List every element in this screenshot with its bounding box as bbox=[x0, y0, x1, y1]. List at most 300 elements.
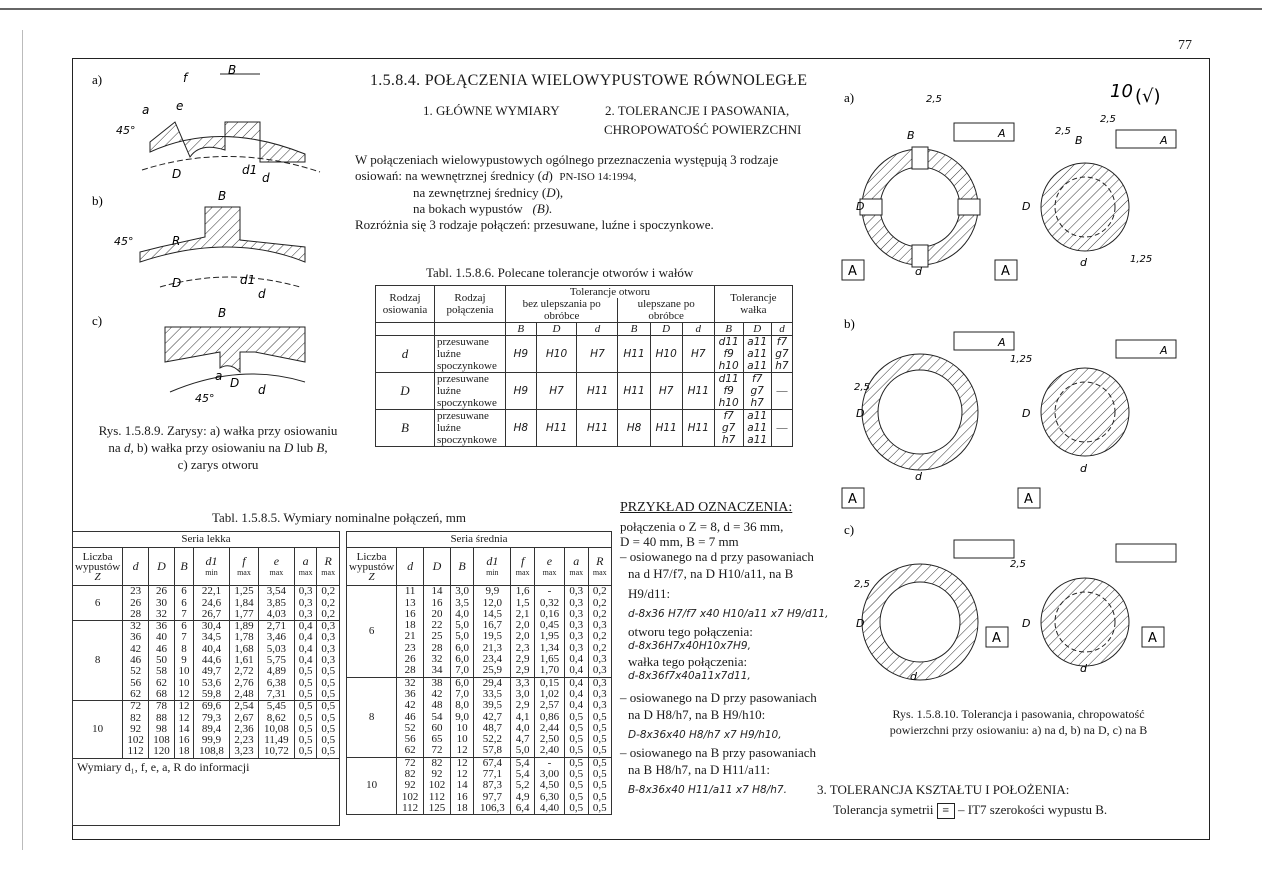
table-cell: 12 bbox=[174, 713, 193, 724]
table-cell: 2,9 bbox=[511, 654, 534, 665]
t5-h bbox=[511, 548, 534, 586]
z-value: 10 bbox=[347, 757, 397, 814]
example-line: na d H7/f7, na D H10/a11, na B H9/d11: bbox=[628, 566, 794, 601]
t6-col: d bbox=[682, 323, 714, 336]
datum-ref: A bbox=[1160, 344, 1168, 357]
table-cell: 2,67 bbox=[229, 713, 258, 724]
table-cell: 0,5 bbox=[317, 678, 340, 689]
table-cell: 14 bbox=[174, 724, 193, 735]
table-cell: 4,0 bbox=[450, 609, 473, 620]
table5-light-series bbox=[72, 531, 340, 826]
table-cell: 29,4 bbox=[474, 677, 511, 689]
view-c-hole bbox=[862, 564, 978, 680]
table-cell: 87,3 bbox=[474, 780, 511, 791]
dim-D: D bbox=[1022, 407, 1031, 420]
example-block bbox=[620, 500, 830, 800]
caption-frag: b) wałka przy osiowaniu na bbox=[133, 440, 281, 455]
table-cell: 26 bbox=[397, 654, 424, 665]
table-cell: 0,5 bbox=[588, 757, 611, 769]
z-value: 6 bbox=[347, 586, 397, 677]
table-cell: 12 bbox=[174, 689, 193, 701]
t6-tol: H11 bbox=[682, 410, 714, 447]
table-cell: 36 bbox=[397, 689, 424, 700]
t5-seria-srednia: Seria średnia bbox=[347, 532, 612, 548]
table-cell: 0,5 bbox=[588, 745, 611, 757]
table-cell: 0,3 bbox=[294, 598, 317, 609]
t6-h-otwor: Tolerancje otworu bbox=[506, 286, 715, 299]
caption-frag: na bbox=[108, 440, 121, 455]
table-cell: 112 bbox=[424, 792, 451, 803]
table-cell: 2,76 bbox=[229, 678, 258, 689]
t6-h-polaczenia: Rodzaj połączenia bbox=[435, 286, 506, 323]
table-cell: 0,2 bbox=[588, 643, 611, 654]
t6-tol: H8 bbox=[618, 410, 650, 447]
t6-tol: d11 bbox=[718, 373, 739, 385]
table-cell: 56 bbox=[123, 678, 149, 689]
table-cell: 6,38 bbox=[259, 678, 295, 689]
table-cell: 32 bbox=[149, 609, 175, 621]
caption-line bbox=[88, 439, 348, 456]
dim-a: a bbox=[215, 369, 223, 383]
t6-osiowanie: B bbox=[376, 410, 435, 447]
t6-polaczenia bbox=[435, 336, 506, 373]
right-figure-caption bbox=[846, 706, 1191, 738]
example-code: D-8x36x40 H8/h7 x7 H9/h10, bbox=[628, 729, 782, 741]
dim-d: d bbox=[910, 670, 917, 683]
table-cell: 5,0 bbox=[450, 631, 473, 642]
t6-h-osiowanie: Rodzaj osiowania bbox=[376, 286, 435, 323]
t5-h-liczba bbox=[73, 548, 123, 586]
table-cell: 108,8 bbox=[194, 746, 230, 758]
table-cell: 0,4 bbox=[294, 644, 317, 655]
example-code: d-8x36 H7/f7 x40 H10/a11 x7 H9/d11, bbox=[628, 608, 829, 620]
t6-tol: H11 bbox=[650, 410, 682, 447]
view-b-hole bbox=[862, 354, 978, 470]
table-cell: 7 bbox=[174, 609, 193, 621]
table-row bbox=[73, 701, 340, 713]
dim-B: B bbox=[907, 129, 915, 142]
t6-tol: g7 bbox=[721, 422, 736, 434]
table-cell: 2,40 bbox=[534, 745, 564, 757]
table-cell: 32 bbox=[424, 654, 451, 665]
table-cell: 72 bbox=[424, 745, 451, 757]
table-cell: 8,0 bbox=[450, 700, 473, 711]
view-b-shaft bbox=[1041, 368, 1129, 456]
t6-tol: H7 bbox=[682, 336, 714, 373]
t5-footnote: Wymiary d₁, f, e, a, R do informacji bbox=[73, 758, 340, 825]
table-cell: 4,9 bbox=[511, 792, 534, 803]
t5-h bbox=[474, 548, 511, 586]
t6-tol: a11 bbox=[747, 348, 768, 360]
table-cell: 6 bbox=[174, 621, 193, 633]
t5-h-s: max bbox=[269, 567, 284, 577]
t5-h: B bbox=[450, 548, 473, 586]
table-cell: 18 bbox=[397, 620, 424, 631]
table-cell: 0,5 bbox=[317, 724, 340, 735]
t6-tol: H7 bbox=[577, 336, 618, 373]
example-line: otworu tego połączenia: bbox=[628, 624, 753, 639]
intro-var-d: d bbox=[542, 168, 549, 183]
table5-medium-series bbox=[346, 531, 612, 815]
table-cell: 0,5 bbox=[588, 769, 611, 780]
dim-d: d bbox=[1080, 256, 1087, 269]
table-cell: 2,48 bbox=[229, 689, 258, 701]
table-cell: 12,0 bbox=[474, 598, 511, 609]
dim-f: f bbox=[183, 71, 188, 85]
table-cell: 68 bbox=[149, 689, 175, 701]
dim-D: D bbox=[856, 617, 865, 630]
t6-tol: a11 bbox=[747, 434, 768, 446]
tolerance-frame bbox=[954, 540, 1014, 558]
table-cell: 78 bbox=[149, 701, 175, 713]
datum-label: A bbox=[1001, 264, 1010, 279]
table-cell: 8,62 bbox=[259, 713, 295, 724]
table-cell: 69,6 bbox=[194, 701, 230, 713]
t6-p: luźne bbox=[437, 422, 461, 434]
table-cell: 23 bbox=[123, 586, 149, 598]
label-c: c) bbox=[844, 522, 855, 537]
dim-d: d bbox=[262, 171, 270, 185]
t6-tol: H8 bbox=[506, 410, 537, 447]
table-cell: 30,4 bbox=[194, 621, 230, 633]
t5-h-t: a bbox=[302, 553, 309, 568]
datum-ref: A bbox=[998, 336, 1006, 349]
datum-ref: A bbox=[998, 127, 1006, 140]
intro-line-1: W połączeniach wielowypustowych ogólnego przeznaczenia występują 3 rodzaje bbox=[355, 152, 779, 167]
table-cell: 125 bbox=[424, 803, 451, 815]
dim-D: D bbox=[1022, 617, 1031, 630]
table-cell: 97,7 bbox=[474, 792, 511, 803]
table-cell: 21 bbox=[397, 631, 424, 642]
t6-tol: f7 bbox=[723, 410, 734, 422]
table-cell: 0,3 bbox=[317, 644, 340, 655]
t5-h-s: min bbox=[205, 567, 218, 577]
table-cell: 0,4 bbox=[565, 654, 588, 665]
table-cell: 0,5 bbox=[294, 746, 317, 758]
table-cell: 16 bbox=[450, 792, 473, 803]
t6-dash: — bbox=[771, 410, 792, 447]
t5-h-z: Z bbox=[368, 570, 375, 583]
table-cell: 89,4 bbox=[194, 724, 230, 735]
table-cell: 4,7 bbox=[511, 734, 534, 745]
table-row bbox=[347, 586, 612, 598]
table-cell: 7,31 bbox=[259, 689, 295, 701]
roughness-symbol-top-b: (√) bbox=[1135, 86, 1161, 107]
t6-tol: a11 bbox=[747, 360, 768, 372]
table-cell: 16 bbox=[174, 735, 193, 746]
example-line: wałka tego połączenia: bbox=[628, 654, 748, 669]
tolerance-frame bbox=[1116, 544, 1176, 562]
example-line: – osiowanego na B przy pasowaniach bbox=[620, 745, 817, 760]
table-cell: 0,3 bbox=[294, 609, 317, 621]
table-cell: 0,4 bbox=[565, 665, 588, 677]
table-cell: 20 bbox=[424, 609, 451, 620]
t6-p: spoczynkowe bbox=[437, 360, 497, 372]
page-left-rule bbox=[22, 30, 23, 850]
table-cell: 3,46 bbox=[259, 632, 295, 643]
caption-var: d, bbox=[123, 440, 134, 455]
intro-text-frag: na bokach wypustów bbox=[413, 201, 523, 216]
dim-B: B bbox=[228, 63, 237, 77]
table-cell: 0,3 bbox=[565, 620, 588, 631]
table-cell: 2,9 bbox=[511, 700, 534, 711]
t5-h-t: R bbox=[324, 553, 332, 568]
t6-p: przesuwane bbox=[437, 336, 489, 348]
table-cell: 0,2 bbox=[317, 609, 340, 621]
table-cell: 2,9 bbox=[511, 665, 534, 677]
dim-R: R bbox=[172, 234, 181, 248]
t6-tol: f9 bbox=[723, 348, 734, 360]
table-cell: 0,15 bbox=[534, 677, 564, 689]
table-cell: 16,7 bbox=[474, 620, 511, 631]
table-cell: 0,3 bbox=[588, 689, 611, 700]
table-cell: 52 bbox=[397, 723, 424, 734]
t6-col: B bbox=[618, 323, 650, 336]
table-cell: 62 bbox=[149, 678, 175, 689]
table-cell: 98 bbox=[149, 724, 175, 735]
table-cell: 2,1 bbox=[511, 609, 534, 620]
table-cell: 16 bbox=[424, 598, 451, 609]
t5-h: d bbox=[397, 548, 424, 586]
t6-tol-stack bbox=[771, 336, 792, 373]
dim-a: a bbox=[142, 103, 150, 117]
table-cell: 0,3 bbox=[317, 621, 340, 633]
table-cell: 4,89 bbox=[259, 666, 295, 677]
table-cell: 7,0 bbox=[450, 689, 473, 700]
subheading-roughness: CHROPOWATOŚĆ POWIERZCHNI bbox=[604, 122, 802, 137]
table-cell: 88 bbox=[149, 713, 175, 724]
left-figure-caption bbox=[88, 422, 348, 473]
example-line: na D H8/h7, na B H9/h10: bbox=[628, 707, 766, 722]
t6-polaczenia bbox=[435, 410, 506, 447]
table-cell: 52 bbox=[123, 666, 149, 677]
t6-tol: h7 bbox=[775, 360, 789, 372]
table-cell: 46 bbox=[397, 712, 424, 723]
table-cell: 9 bbox=[174, 655, 193, 666]
table-cell: 0,5 bbox=[317, 666, 340, 677]
dim-d: d bbox=[915, 470, 922, 483]
t6-tol: a11 bbox=[747, 422, 768, 434]
table-cell: 102 bbox=[123, 735, 149, 746]
table-cell: 9,0 bbox=[450, 712, 473, 723]
table6-title: Tabl. 1.5.8.6. Polecane tolerancje otworów i wałów bbox=[426, 265, 694, 280]
table-cell: 1,84 bbox=[229, 598, 258, 609]
subheading-main-dimensions: 1. GŁÓWNE WYMIARY bbox=[423, 103, 560, 118]
table-cell: 0,5 bbox=[294, 678, 317, 689]
table-cell: 0,2 bbox=[588, 631, 611, 642]
dim-D: D bbox=[856, 200, 865, 213]
table-cell: 99,9 bbox=[194, 735, 230, 746]
t5-seria-lekka: Seria lekka bbox=[73, 532, 340, 548]
dim-D: D bbox=[172, 276, 182, 290]
table-cell: 4,50 bbox=[534, 780, 564, 791]
table-cell: 28 bbox=[397, 665, 424, 677]
table-cell: 79,3 bbox=[194, 713, 230, 724]
table-cell: 0,3 bbox=[317, 655, 340, 666]
caption-var: B, bbox=[316, 440, 328, 455]
caption-line: Rys. 1.5.8.10. Tolerancja i pasowania, chropowatość bbox=[892, 707, 1145, 721]
table-cell: 0,5 bbox=[565, 792, 588, 803]
roughness: 2,5 bbox=[1010, 559, 1026, 570]
table-cell: 9,9 bbox=[474, 586, 511, 598]
table-cell: 0,3 bbox=[588, 665, 611, 677]
view-c-shaft bbox=[1041, 578, 1129, 666]
view-a-hole bbox=[860, 147, 980, 267]
dim-B: B bbox=[218, 306, 227, 320]
table-cell: 6,0 bbox=[450, 677, 473, 689]
table-cell: 1,25 bbox=[229, 586, 258, 598]
table-cell: 0,5 bbox=[294, 735, 317, 746]
caption-line: Rys. 1.5.8.9. Zarysy: a) wałka przy osiowaniu bbox=[98, 423, 338, 438]
dim-d: d bbox=[1080, 662, 1087, 675]
table-cell: 4,0 bbox=[511, 723, 534, 734]
table-cell: 34 bbox=[424, 665, 451, 677]
table-cell: 40 bbox=[149, 632, 175, 643]
t6-tol: H7 bbox=[650, 373, 682, 410]
profile-c-hole bbox=[165, 327, 305, 372]
t6-h-bez: bez ulepszania po obróbce bbox=[506, 298, 618, 323]
table-cell: 8 bbox=[174, 644, 193, 655]
table-cell: 0,5 bbox=[565, 803, 588, 815]
table-cell: 0,2 bbox=[317, 586, 340, 598]
table-cell: 67,4 bbox=[474, 757, 511, 769]
table-cell: - bbox=[534, 757, 564, 769]
example-code: d-8x36H7x40H10x7H9, bbox=[628, 640, 751, 652]
t6-tol: a11 bbox=[747, 410, 768, 422]
view-a-shaft bbox=[1041, 163, 1129, 251]
datum-ref: A bbox=[1160, 134, 1168, 147]
t6-p: luźne bbox=[437, 348, 461, 360]
dim-D: D bbox=[230, 376, 240, 390]
intro-text-frag: ) bbox=[548, 168, 553, 183]
t5-h-t: f bbox=[520, 553, 525, 568]
table-cell: 59,8 bbox=[194, 689, 230, 701]
roughness: 2,5 bbox=[1100, 114, 1116, 125]
table-cell: 0,3 bbox=[588, 677, 611, 689]
table-cell: 72 bbox=[397, 757, 424, 769]
table-cell: 2,23 bbox=[229, 735, 258, 746]
table-cell: 82 bbox=[123, 713, 149, 724]
dim-B: B bbox=[218, 189, 227, 203]
table-cell: 7 bbox=[174, 632, 193, 643]
table-cell: 13 bbox=[397, 598, 424, 609]
table-cell: 1,65 bbox=[534, 654, 564, 665]
t6-col: D bbox=[536, 323, 577, 336]
table-cell: 0,3 bbox=[588, 654, 611, 665]
example-line: – osiowanego na d przy pasowaniach bbox=[620, 549, 814, 564]
t5-h-t: R bbox=[596, 553, 604, 568]
table-cell: 1,95 bbox=[534, 631, 564, 642]
t6-tol-stack bbox=[743, 410, 771, 447]
table-cell: 42,7 bbox=[474, 712, 511, 723]
table-cell: 5,0 bbox=[450, 620, 473, 631]
table-cell: 19,5 bbox=[474, 631, 511, 642]
example-line: – osiowanego na D przy pasowaniach bbox=[620, 690, 817, 705]
table-cell: 3,54 bbox=[259, 586, 295, 598]
intro-line-2 bbox=[355, 168, 778, 185]
dim-D: D bbox=[1022, 200, 1031, 213]
t6-tol-stack bbox=[743, 336, 771, 373]
table-cell: 28 bbox=[123, 609, 149, 621]
t6-tol: h7 bbox=[722, 434, 736, 446]
table-cell: 0,5 bbox=[588, 803, 611, 815]
table-cell: 3,0 bbox=[511, 689, 534, 700]
t5-h-t: f bbox=[242, 553, 246, 568]
table-row bbox=[73, 586, 340, 598]
table-cell: 0,3 bbox=[588, 700, 611, 711]
table-cell: 2,72 bbox=[229, 666, 258, 677]
table-cell: 62 bbox=[123, 689, 149, 701]
table-cell: 0,86 bbox=[534, 712, 564, 723]
t5-h-t: a bbox=[573, 553, 580, 568]
table-cell: 0,32 bbox=[534, 598, 564, 609]
example-line: na B H8/h7, na D H11/a11: bbox=[628, 762, 771, 777]
t6-tol: f7 bbox=[752, 373, 763, 385]
table-cell: 0,5 bbox=[565, 780, 588, 791]
table-cell: 3,23 bbox=[229, 746, 258, 758]
table-cell: 0,5 bbox=[565, 712, 588, 723]
table-cell: 2,36 bbox=[229, 724, 258, 735]
table-cell: 0,5 bbox=[565, 734, 588, 745]
table-cell: 3,3 bbox=[511, 677, 534, 689]
t5-h-s: max bbox=[542, 567, 557, 577]
table-cell: 1,68 bbox=[229, 644, 258, 655]
dim-d: d bbox=[258, 287, 266, 301]
table-cell: 0,5 bbox=[588, 734, 611, 745]
t6-col: B bbox=[506, 323, 537, 336]
t6-p: przesuwane bbox=[437, 410, 489, 422]
example-line: D = 40 mm, B = 7 mm bbox=[620, 534, 739, 549]
t6-tol: H9 bbox=[506, 336, 537, 373]
table-cell: 40,4 bbox=[194, 644, 230, 655]
spline-profile-figure bbox=[80, 62, 350, 432]
table-cell: 50 bbox=[149, 655, 175, 666]
table-cell: 3,0 bbox=[450, 586, 473, 598]
t6-tol: g7 bbox=[750, 385, 764, 397]
t5-h bbox=[259, 548, 295, 586]
t5-h bbox=[565, 548, 588, 586]
table-cell: 54 bbox=[424, 712, 451, 723]
table5-title: Tabl. 1.5.8.5. Wymiary nominalne połączeń, mm bbox=[212, 510, 467, 525]
table-cell: 3,85 bbox=[259, 598, 295, 609]
table-cell: 33,5 bbox=[474, 689, 511, 700]
table-cell: 0,2 bbox=[588, 586, 611, 598]
table-cell: 0,5 bbox=[588, 780, 611, 791]
table-cell: 1,5 bbox=[511, 598, 534, 609]
t6-osiowanie: d bbox=[376, 336, 435, 373]
table-cell: 0,5 bbox=[588, 712, 611, 723]
t6-tol: H11 bbox=[536, 410, 577, 447]
example-line: połączenia o Z = 8, d = 36 mm, bbox=[620, 519, 784, 534]
table-cell: 6 bbox=[174, 598, 193, 609]
table-cell: 92 bbox=[424, 769, 451, 780]
table-cell: 14 bbox=[424, 586, 451, 598]
roughness: 2,5 bbox=[854, 579, 870, 590]
table-cell: 112 bbox=[397, 803, 424, 815]
caption-frag: lub bbox=[293, 440, 314, 455]
table-cell: 46 bbox=[149, 644, 175, 655]
table-cell: 12 bbox=[450, 769, 473, 780]
dim-45: 45° bbox=[114, 235, 134, 248]
table-cell: 5,45 bbox=[259, 701, 295, 713]
table-cell: 0,3 bbox=[565, 643, 588, 654]
symmetry-icon: ≡ bbox=[937, 803, 955, 819]
datum-label: A bbox=[848, 264, 857, 279]
t6-tol: H11 bbox=[618, 336, 650, 373]
z-value: 8 bbox=[347, 677, 397, 757]
t5-h bbox=[534, 548, 564, 586]
table-cell: 10 bbox=[174, 678, 193, 689]
